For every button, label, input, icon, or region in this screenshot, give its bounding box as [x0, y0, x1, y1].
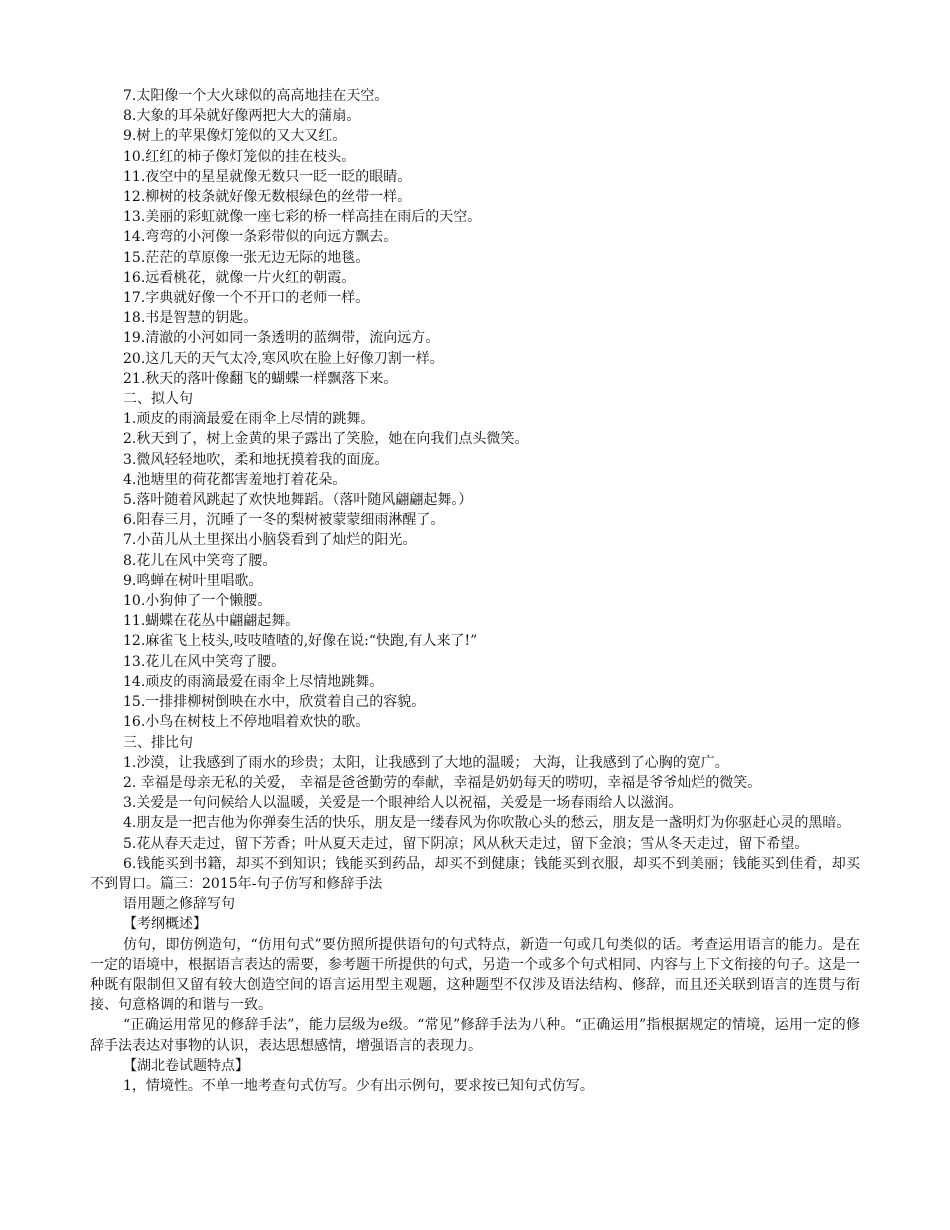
- outline-heading: 【考纲概述】: [123, 916, 207, 933]
- list-item: 5.落叶随着风跳起了欢快地舞蹈。（落叶随风翩翩起舞。）: [123, 492, 473, 509]
- list-item: 8.大象的耳朵就好像两把大大的蒲扇。: [123, 108, 361, 125]
- list-item: 11.夜空中的星星就像无数只一眨一眨的眼睛。: [123, 168, 412, 185]
- list-item: 4.池塘里的荷花都害羞地打着花朵。: [123, 471, 347, 488]
- list-item: 11.蝴蝶在花丛中翩翩起舞。: [123, 613, 300, 630]
- list-item: 12.麻雀飞上枝头,吱吱喳喳的,好像在说:“快跑,有人来了!”: [123, 633, 478, 650]
- list-item: 16.远看桃花，就像一片火红的朝霞。: [123, 269, 356, 286]
- list-item: 8.花儿在风中笑弯了腰。: [123, 552, 277, 569]
- section-heading: 二、拟人句: [123, 391, 193, 408]
- list-paragraph: 5.花从春天走过，留下芳香；叶从夏天走过，留下阴凉；风从秋天走过，留下金浪；雪从冬天走过，留下希望。: [123, 835, 809, 852]
- rhetoric-section: [90, 894, 860, 1096]
- list-item: 2.秋天到了，树上金黄的果子露出了笑脸，她在向我们点头微笑。: [123, 431, 529, 448]
- list-item: 15.茫茫的草原像一张无边无际的地毯。: [123, 249, 370, 266]
- list-item: 7.太阳像一个大火球似的高高地挂在天空。: [123, 88, 389, 104]
- section-heading: 三、排比句: [123, 734, 193, 751]
- body-paragraph: “正确运用常见的修辞手法”，能力层级为e级。“常见”修辞手法为八种。“正确运用”指根据规定的情境，运用一定的修辞手法表达对事物的认识，表达思想感情，增强语言的表现力。: [90, 1017, 860, 1054]
- list-item: 16.小鸟在树枝上不停地唱着欢快的歌。: [123, 714, 370, 731]
- list-item: 17.字典就好像一个不开口的老师一样。: [123, 290, 370, 307]
- list-item: 13.美丽的彩虹就像一座七彩的桥一样高挂在雨后的天空。: [123, 209, 482, 226]
- list-item: 21.秋天的落叶像翻飞的蝴蝶一样飘落下来。: [123, 370, 398, 387]
- list-item: 9.鸣蝉在树叶里唱歌。: [123, 572, 263, 589]
- body-paragraph: 仿句，即仿例造句，“仿用句式”要仿照所提供语句的句式特点，新造一句或几句类似的话。考查运用语言的能力。是在一定的语境中，根据语言表达的需要，参考题干所提供的句式，另造一个或多个句式相同、内容与上下文衔接的句子。这是一种既有限制但又留有较大创造空间的语言运用型主观题，这种题型不仅涉及语法结构、修辞，而且还关联到语言的连贯与衔接、句意格调的和谐与一致。: [90, 936, 860, 1014]
- parallelism-section: [90, 733, 860, 895]
- list-item: 1.顽皮的雨滴最爱在雨伞上尽情的跳舞。: [123, 411, 375, 428]
- simile-list: [90, 86, 860, 389]
- section-title: 语用题之修辞写句: [123, 896, 235, 913]
- list-item: 14.顽皮的雨滴最爱在雨伞上尽情地跳舞。: [123, 673, 384, 690]
- hubei-heading: 【湖北卷试题特点】: [123, 1057, 249, 1074]
- list-item: 13.花儿在风中笑弯了腰。: [123, 653, 286, 670]
- list-item: 12.柳树的枝条就好像无数根绿色的丝带一样。: [123, 189, 412, 206]
- list-item: 3.关爱是一句问候给人以温暖，关爱是一个眼神给人以祝福，关爱是一场春雨给人以滋润。: [123, 795, 683, 812]
- list-item: 2. 幸福是母亲无私的关爱， 幸福是爸爸勤劳的奉献，幸福是奶奶每天的唠叨，幸福是爷爷灿烂的微笑。: [123, 774, 762, 791]
- list-item: 14.弯弯的小河像一条彩带似的向远方飘去。: [123, 229, 398, 246]
- list-paragraph: 4.朋友是一把吉他为你弹奏生活的快乐，朋友是一缕春风为你吹散心头的愁云，朋友是一盏明灯为你驱赶心灵的黑暗。: [123, 815, 851, 832]
- list-item: 3.微风轻轻地吹，柔和地抚摸着我的面庞。: [123, 451, 389, 468]
- list-item: 20.这几天的天气太冷,寒风吹在脸上好像刀割一样。: [123, 350, 444, 367]
- list-item: 10.红红的柿子像灯笼似的挂在枝头。: [123, 148, 356, 165]
- list-paragraph: 6.钱能买到书籍，却买不到知识；钱能买到药品，却买不到健康；钱能买到衣服，却买不到美丽；钱能买到佳肴，却买不到胃口。篇三：2015年-句子仿写和修辞手法: [90, 855, 860, 892]
- list-item: 18.书是智慧的钥匙。: [123, 310, 258, 327]
- list-item: 10.小狗伸了一个懒腰。: [123, 593, 272, 610]
- list-item: 1，情境性。不单一地考查句式仿写。少有出示例句，要求按已知句式仿写。: [123, 1077, 594, 1094]
- list-item: 1.沙漠，让我感到了雨水的珍贵；太阳，让我感到了大地的温暖； 大海，让我感到了心胸的宽广。: [123, 754, 729, 771]
- list-item: 15.一排排柳树倒映在水中，欣赏着自己的容貌。: [123, 694, 426, 711]
- list-item: 6.阳春三月，沉睡了一冬的梨树被蒙蒙细雨淋醒了。: [123, 512, 445, 529]
- document-page: [90, 86, 860, 1096]
- list-item: 9.树上的苹果像灯笼似的又大又红。: [123, 128, 347, 145]
- list-item: 19.清澈的小河如同一条透明的蓝绸带，流向远方。: [123, 330, 440, 347]
- list-item: 7.小苗儿从土里探出小脑袋看到了灿烂的阳光。: [123, 532, 417, 549]
- personification-section: [90, 389, 860, 732]
